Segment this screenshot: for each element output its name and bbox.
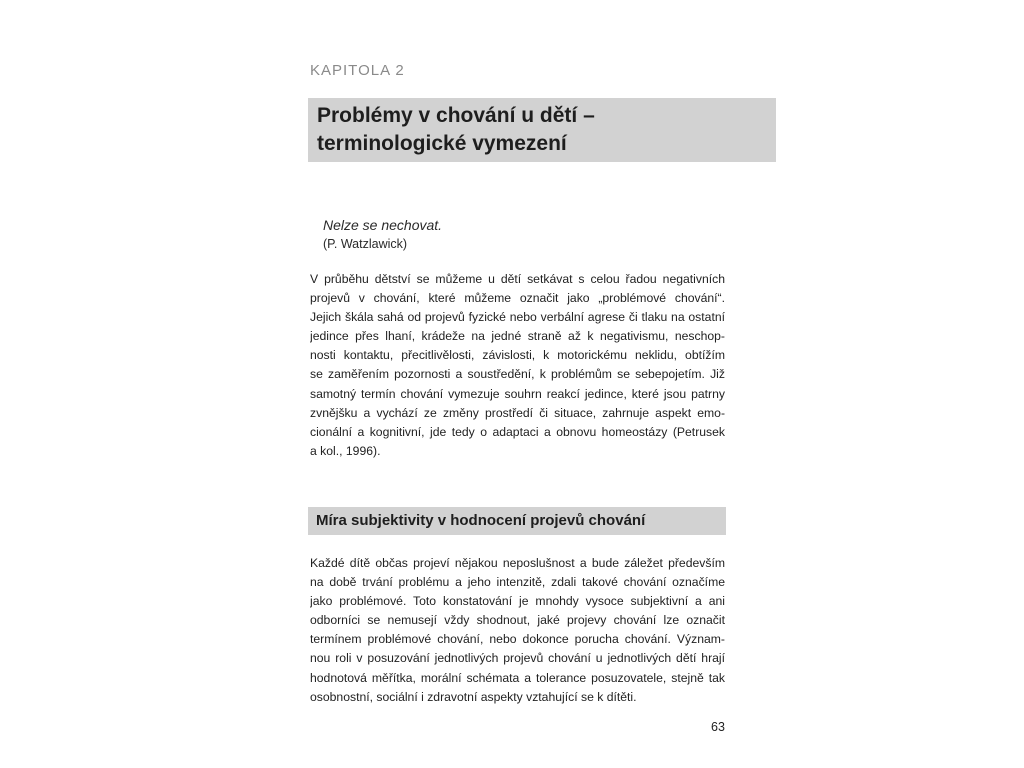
paragraph-line: se zaměřením pozornosti a soustředění, k problémům se sebepojetím. Již xyxy=(310,367,725,382)
paragraph-line: Jejich škála sahá od projevů fyzické nebo verbální agrese či tlaku na ostatní xyxy=(310,310,725,325)
page-number: 63 xyxy=(711,720,725,734)
epigraph-author: (P. Watzlawick) xyxy=(323,237,408,251)
paragraph-line: Každé dítě občas projeví nějakou neposlušnost a bude záležet především xyxy=(310,556,725,570)
paragraph-line: hodnotová měřítka, morální schémata a tolerance posuzovatele, stejně tak xyxy=(310,670,725,685)
intro-paragraph xyxy=(310,270,725,461)
paragraph-line: cionální a kognitivní, jde tedy o adaptaci a obnovu homeostázy (Petrusek xyxy=(310,424,725,439)
section-heading-box xyxy=(308,507,726,535)
paragraph-line: na době trvání problému a jeho intenzitě, zdali takové chování označíme xyxy=(310,575,725,590)
epigraph-text: Nelze se nechovat. xyxy=(323,217,443,233)
paragraph-line: a kol., 1996). xyxy=(310,443,381,458)
paragraph-line: nou roli v posuzování jednotlivých projevů chování u jednotlivých dětí hrají xyxy=(310,651,725,666)
section-paragraph xyxy=(310,554,725,707)
section-heading: Míra subjektivity v hodnocení projevů chování xyxy=(316,512,646,529)
paragraph-line: V průběhu dětství se můžeme u dětí setkávat s celou řadou negativních xyxy=(310,272,725,286)
paragraph-line: odborníci se nemusejí vždy shodnout, jaké projevy chování lze označit xyxy=(310,613,725,628)
paragraph-line: zvnějšku a vychází ze změny prostředí či situace, zahrnuje aspekt emo- xyxy=(310,405,725,420)
epigraph xyxy=(323,216,442,254)
chapter-title-box xyxy=(308,98,776,162)
paragraph-line: samotný termín chování vymezuje souhrn reakcí jedince, které jsou patrny xyxy=(310,386,725,401)
paragraph-line: termínem problémové chování, nebo dokonce porucha chování. Význam- xyxy=(310,632,725,647)
paragraph-line: jedince přes lhaní, krádeže na jedné straně až k negativismu, neschop- xyxy=(310,329,725,344)
paragraph-line: jako problémové. Toto konstatování je mnohdy vysoce subjektivní a ani xyxy=(310,594,725,609)
paragraph-line: nosti kontaktu, přecitlivělosti, závislosti, k motorickému neklidu, obtížím xyxy=(310,348,725,363)
chapter-title-line-2: terminologické vymezení xyxy=(317,132,567,155)
chapter-title-line-1: Problémy v chování u dětí – xyxy=(317,104,595,127)
chapter-label: KAPITOLA 2 xyxy=(310,62,405,79)
paragraph-line: osobnostní, sociální i zdravotní aspekty vztahující se k dítěti. xyxy=(310,689,637,704)
paragraph-line: projevů v chování, které můžeme označit jako „problémové chování“. xyxy=(310,291,725,306)
